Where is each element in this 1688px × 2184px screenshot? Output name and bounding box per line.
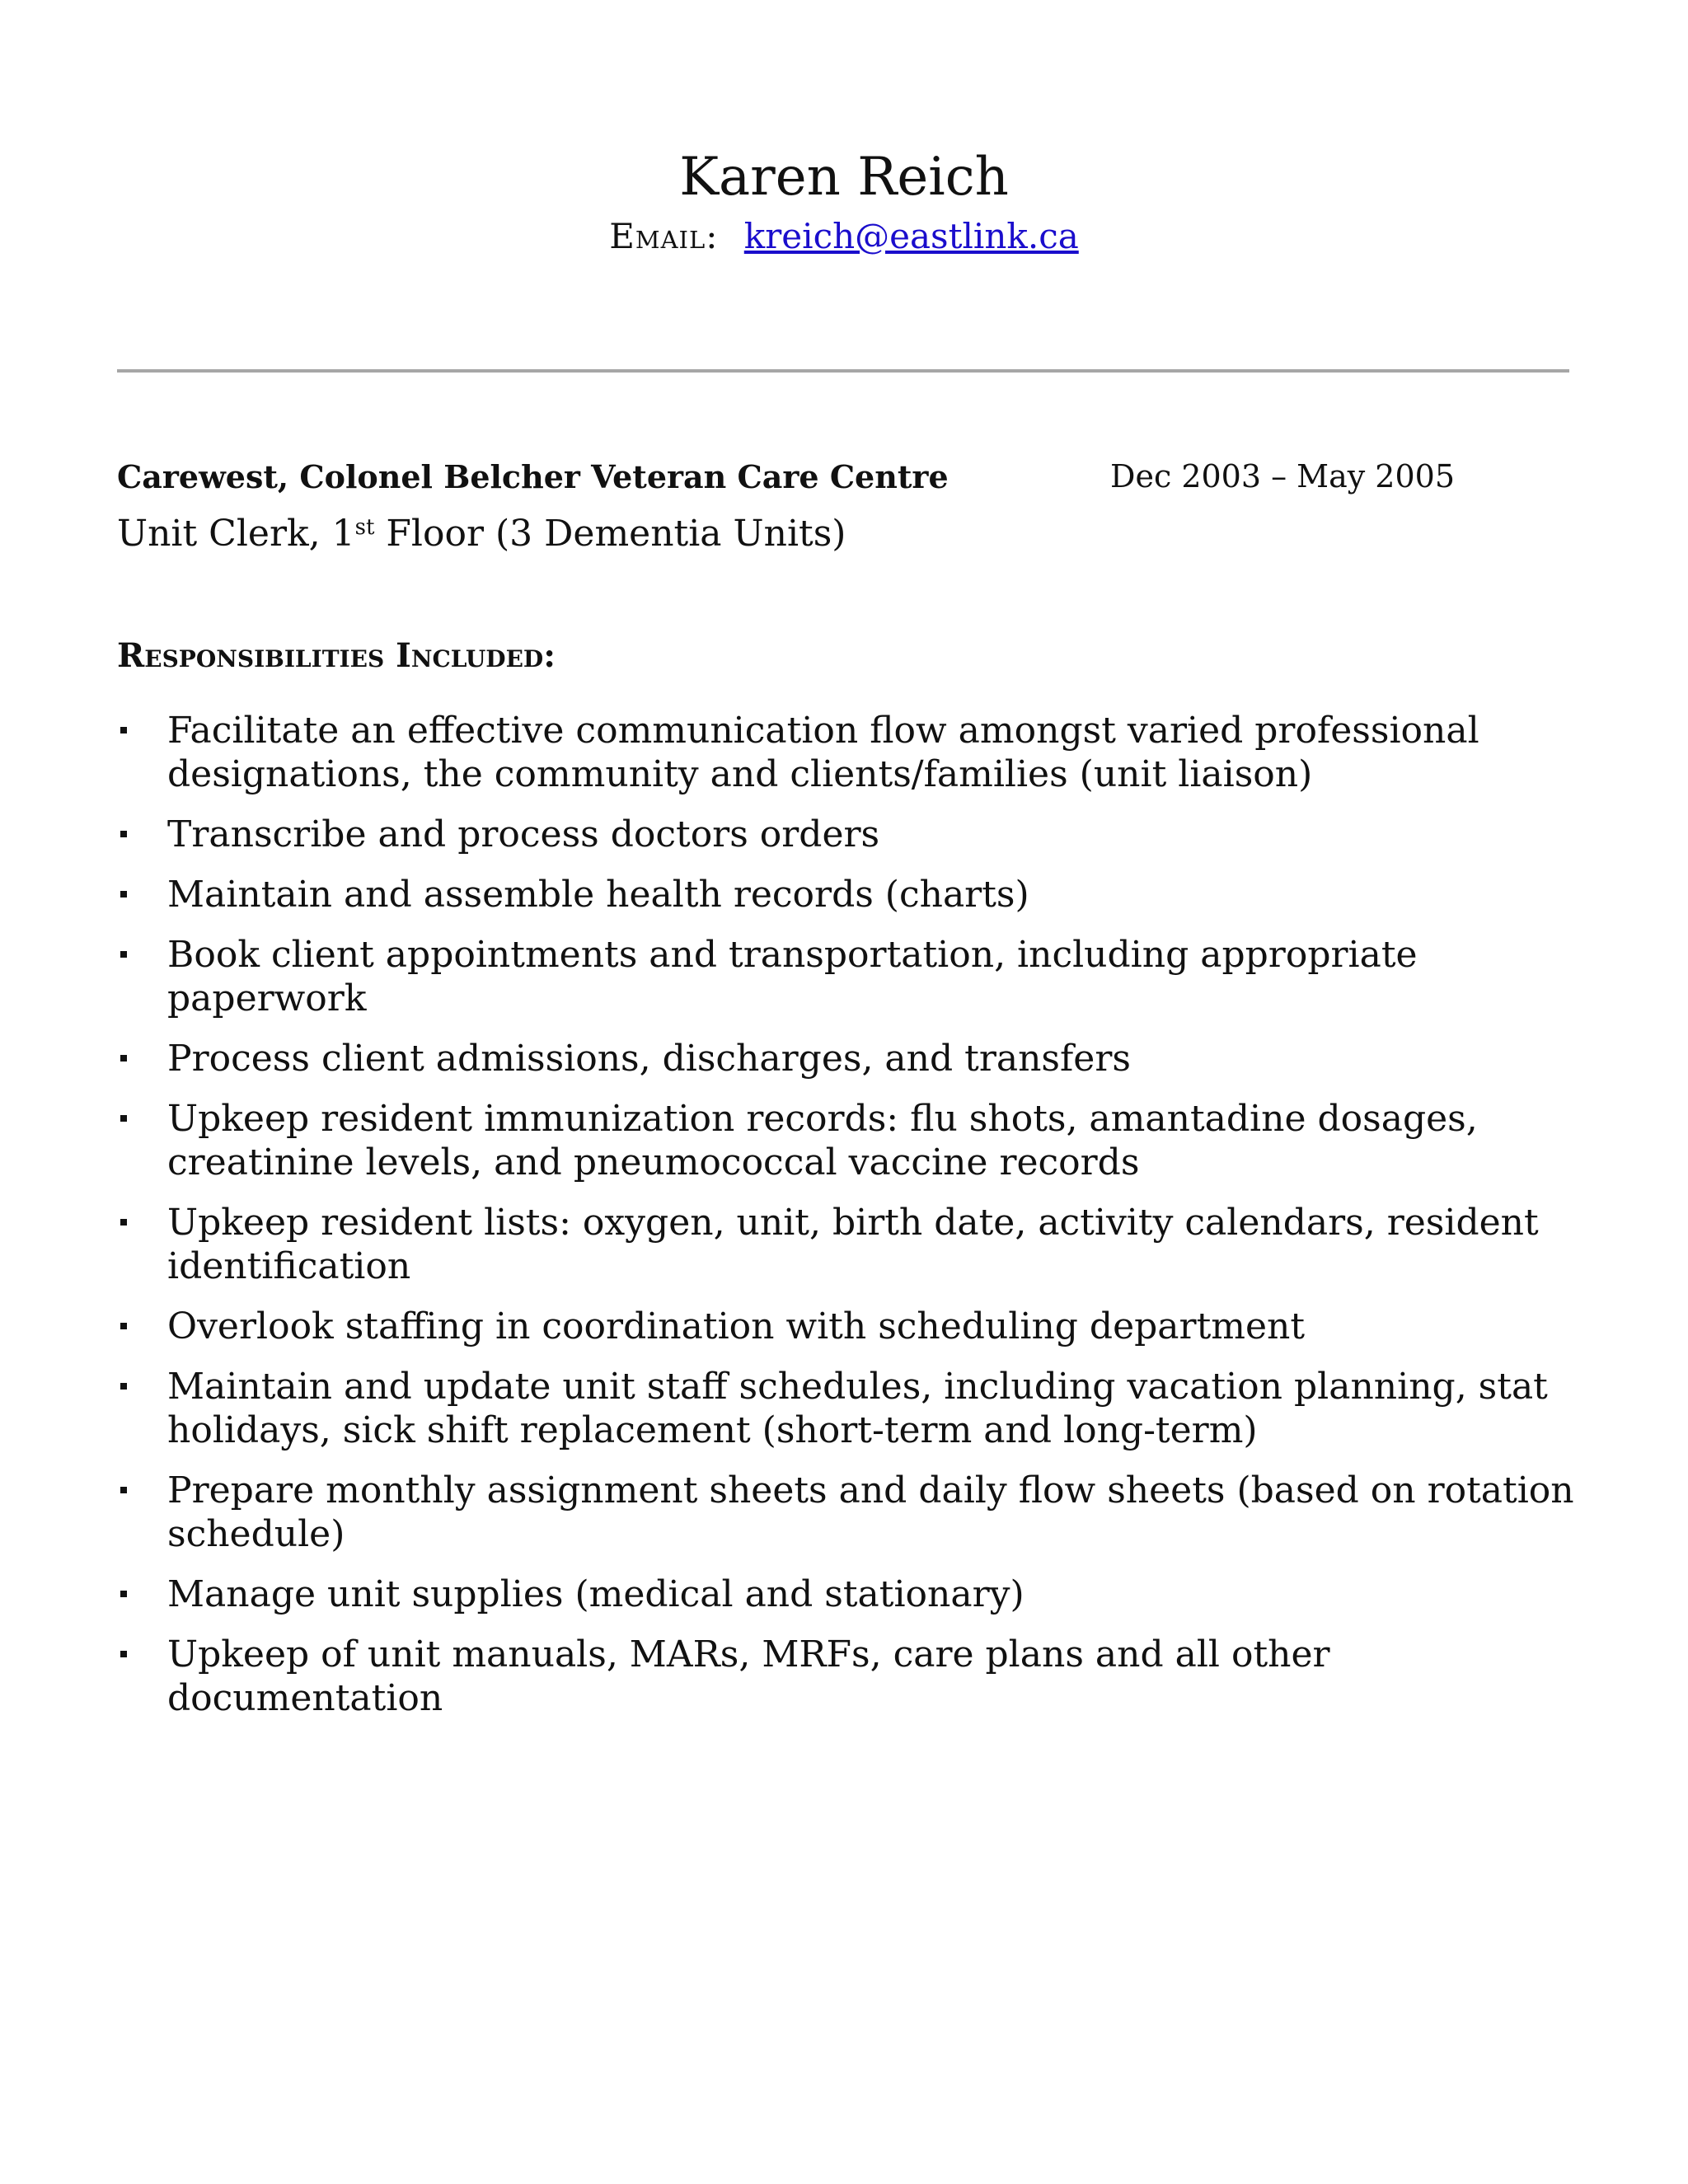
responsibilities-list (117, 709, 1584, 1736)
responsibility-item (117, 1365, 1584, 1452)
responsibility-item (117, 1037, 1584, 1080)
responsibility-text: Maintain and update unit staff schedules, including vacation planning, stat holidays, sick shift replacement (short-term and long-term) (167, 1366, 1548, 1451)
employer-name: Carewest, Colonel Belcher Veteran Care Centre (117, 458, 949, 495)
bullet-icon (120, 951, 127, 958)
responsibility-text: Upkeep resident lists: oxygen, unit, birth date, activity calendars, resident identification (167, 1202, 1539, 1287)
bullet-icon (120, 831, 127, 837)
bullet-icon (120, 1591, 127, 1597)
bullet-icon (120, 1383, 127, 1390)
email-line (0, 216, 1688, 257)
email-label: Email: (609, 216, 719, 256)
bullet-icon (120, 1055, 127, 1062)
responsibility-item (117, 933, 1584, 1020)
responsibility-text: Maintain and assemble health records (charts) (167, 874, 1029, 916)
responsibility-item (117, 1572, 1584, 1616)
responsibility-text: Overlook staffing in coordination with scheduling department (167, 1305, 1306, 1347)
job-title-prefix: Unit Clerk, 1 (117, 513, 355, 555)
responsibility-text: Book client appointments and transportation, including appropriate paperwork (167, 934, 1418, 1019)
responsibility-text: Facilitate an effective communication flow amongst varied professional designations, the community and clients/families (unit liaison) (167, 710, 1479, 795)
bullet-icon (120, 727, 127, 733)
job-title-superscript: st (354, 515, 375, 540)
header-divider (117, 369, 1569, 373)
responsibility-item (117, 1469, 1584, 1556)
bullet-icon (120, 1323, 127, 1329)
candidate-name: Karen Reich (679, 147, 1009, 208)
responsibility-text: Transcribe and process doctors orders (167, 813, 880, 855)
job-title-suffix: Floor (3 Dementia Units) (374, 513, 846, 555)
responsibility-item (117, 709, 1584, 796)
responsibilities-heading: Responsibilities Included: (117, 636, 556, 675)
responsibility-item (117, 813, 1584, 856)
responsibility-item (117, 1097, 1584, 1184)
responsibility-text: Process client admissions, discharges, and transfers (167, 1038, 1131, 1080)
responsibility-text: Prepare monthly assignment sheets and daily flow sheets (based on rotation schedule) (167, 1469, 1574, 1555)
bullet-icon (120, 1487, 127, 1493)
bullet-icon (120, 1115, 127, 1122)
employment-dates: Dec 2003 – May 2005 (1110, 458, 1455, 494)
responsibility-item (117, 1201, 1584, 1288)
job-title (117, 513, 846, 556)
responsibility-text: Upkeep of unit manuals, MARs, MRFs, care plans and all other documentation (167, 1633, 1330, 1719)
responsibility-item (117, 873, 1584, 916)
bullet-icon (120, 1219, 127, 1226)
responsibility-text: Manage unit supplies (medical and stationary) (167, 1573, 1025, 1615)
bullet-icon (120, 891, 127, 898)
responsibility-item (117, 1305, 1584, 1348)
responsibility-text: Upkeep resident immunization records: flu shots, amantadine dosages, creatinine levels, and pneumococcal vaccine records (167, 1098, 1478, 1183)
bullet-icon (120, 1651, 127, 1657)
responsibility-item (117, 1633, 1584, 1720)
email-link[interactable]: kreich@eastlink.ca (743, 216, 1079, 256)
